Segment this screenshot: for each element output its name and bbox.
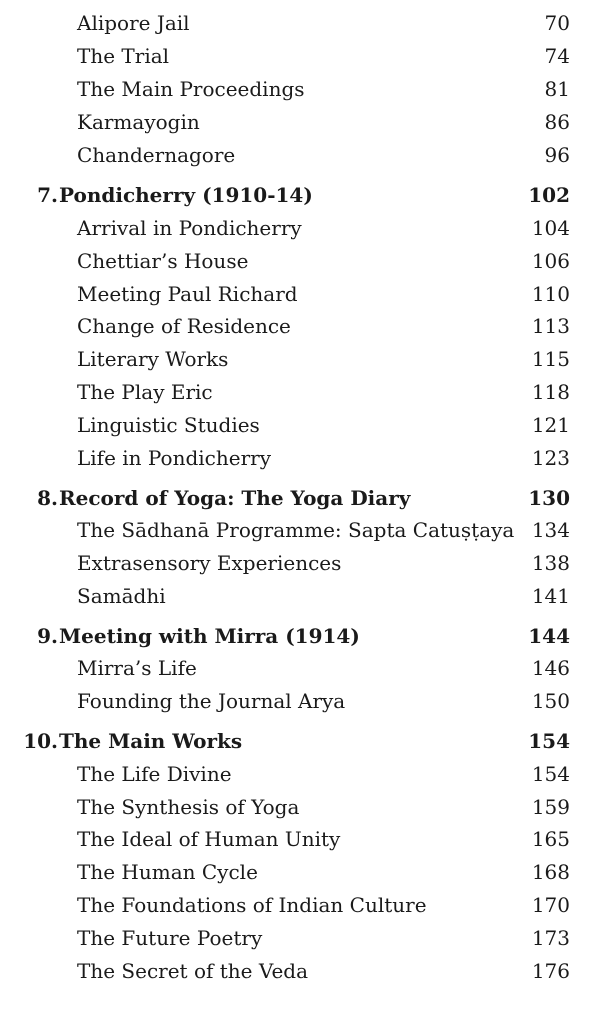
toc-entry-page: 168	[531, 860, 570, 884]
toc-entry-page: 70	[544, 11, 570, 35]
toc-entry-title: The Foundations of Indian Culture	[77, 893, 427, 917]
toc-entry	[0, 518, 600, 548]
toc-entry-page: 170	[531, 893, 570, 917]
toc-entry	[0, 380, 600, 410]
toc-chapter	[0, 624, 600, 654]
toc-entry-page: 96	[544, 143, 570, 167]
toc-entry-title: The Synthesis of Yoga	[77, 795, 300, 819]
chapter-number: 7.	[37, 183, 58, 207]
toc-entry	[0, 11, 600, 41]
toc-entry	[0, 446, 600, 476]
chapter-page: 102	[528, 183, 570, 207]
toc-entry-title: The Main Proceedings	[77, 77, 305, 101]
toc-entry-title: Chettiar’s House	[77, 249, 249, 273]
toc-entry-title: The Ideal of Human Unity	[77, 827, 341, 851]
toc-entry-page: 173	[531, 926, 570, 950]
chapter-page: 154	[528, 729, 570, 753]
toc-entry-page: 165	[531, 827, 570, 851]
toc-entry	[0, 44, 600, 74]
toc-entry-title: The Future Poetry	[77, 926, 263, 950]
toc-entry	[0, 656, 600, 686]
chapter-title: The Main Works	[59, 729, 243, 753]
chapter-title: Record of Yoga: The Yoga Diary	[59, 486, 411, 510]
toc-entry-title: The Secret of the Veda	[77, 959, 309, 983]
toc-entry-title: Chandernagore	[77, 143, 236, 167]
toc-entry-title: Meeting Paul Richard	[77, 282, 298, 306]
toc-entry	[0, 893, 600, 923]
chapter-number: 9.	[37, 624, 58, 648]
toc-entry	[0, 143, 600, 173]
toc-entry	[0, 584, 600, 614]
toc-entry	[0, 77, 600, 107]
chapter-number: 10.	[23, 729, 58, 753]
toc-entry	[0, 249, 600, 279]
toc-entry	[0, 282, 600, 312]
toc-entry-title: Mirra’s Life	[77, 656, 197, 680]
toc-entry-page: 154	[531, 762, 570, 786]
toc-entry-title: Karmayogin	[77, 110, 200, 134]
toc-entry	[0, 347, 600, 377]
toc-entry-page: 81	[544, 77, 570, 101]
toc-entry-title: Life in Pondicherry	[77, 446, 272, 470]
toc-entry	[0, 551, 600, 581]
toc-chapter	[0, 486, 600, 516]
toc-entry	[0, 795, 600, 825]
toc-entry	[0, 216, 600, 246]
toc-entry	[0, 926, 600, 956]
toc-entry-title: The Life Divine	[77, 762, 232, 786]
toc-entry-page: 141	[531, 584, 570, 608]
toc-entry-page: 150	[531, 689, 570, 713]
toc-entry-page: 74	[544, 44, 570, 68]
toc-entry	[0, 860, 600, 890]
chapter-title: Pondicherry (1910-14)	[59, 183, 313, 207]
chapter-page: 130	[528, 486, 570, 510]
chapter-number: 8.	[37, 486, 58, 510]
toc-entry-title: Change of Residence	[77, 314, 291, 338]
toc-entry-page: 146	[531, 656, 570, 680]
toc-entry-page: 138	[531, 551, 570, 575]
toc-entry	[0, 959, 600, 989]
toc-entry-page: 106	[531, 249, 570, 273]
toc-entry-title: Alipore Jail	[77, 11, 190, 35]
toc-entry-title: Samādhi	[77, 584, 166, 608]
toc-entry-page: 176	[531, 959, 570, 983]
toc-entry	[0, 314, 600, 344]
toc-entry-title: Arrival in Pondicherry	[77, 216, 302, 240]
toc-entry-page: 86	[544, 110, 570, 134]
toc-entry-page: 121	[531, 413, 570, 437]
chapter-page: 144	[528, 624, 570, 648]
chapter-title: Meeting with Mirra (1914)	[59, 624, 360, 648]
toc-entry	[0, 110, 600, 140]
toc-entry-title: Extrasensory Experiences	[77, 551, 342, 575]
toc-entry-title: Linguistic Studies	[77, 413, 260, 437]
toc-entry	[0, 413, 600, 443]
toc-entry-page: 115	[531, 347, 570, 371]
toc-chapter	[0, 183, 600, 213]
toc-entry-title: The Trial	[77, 44, 170, 68]
toc-entry	[0, 827, 600, 857]
toc-entry-page: 123	[531, 446, 570, 470]
toc-entry-page: 118	[531, 380, 570, 404]
toc-entry-page: 104	[531, 216, 570, 240]
toc-entry	[0, 689, 600, 719]
toc-entry-title: The Human Cycle	[77, 860, 258, 884]
toc-entry	[0, 762, 600, 792]
toc-entry-title: The Sādhanā Programme: Sapta Catuṣṭaya	[77, 518, 515, 542]
toc-entry-title: Literary Works	[77, 347, 229, 371]
toc-entry-title: The Play Eric	[77, 380, 213, 404]
toc-entry-title: Founding the Journal Arya	[77, 689, 346, 713]
toc-chapter	[0, 729, 600, 759]
toc-entry-page: 134	[531, 518, 570, 542]
toc-entry-page: 113	[531, 314, 570, 338]
toc-entry-page: 159	[531, 795, 570, 819]
toc-entry-page: 110	[531, 282, 570, 306]
